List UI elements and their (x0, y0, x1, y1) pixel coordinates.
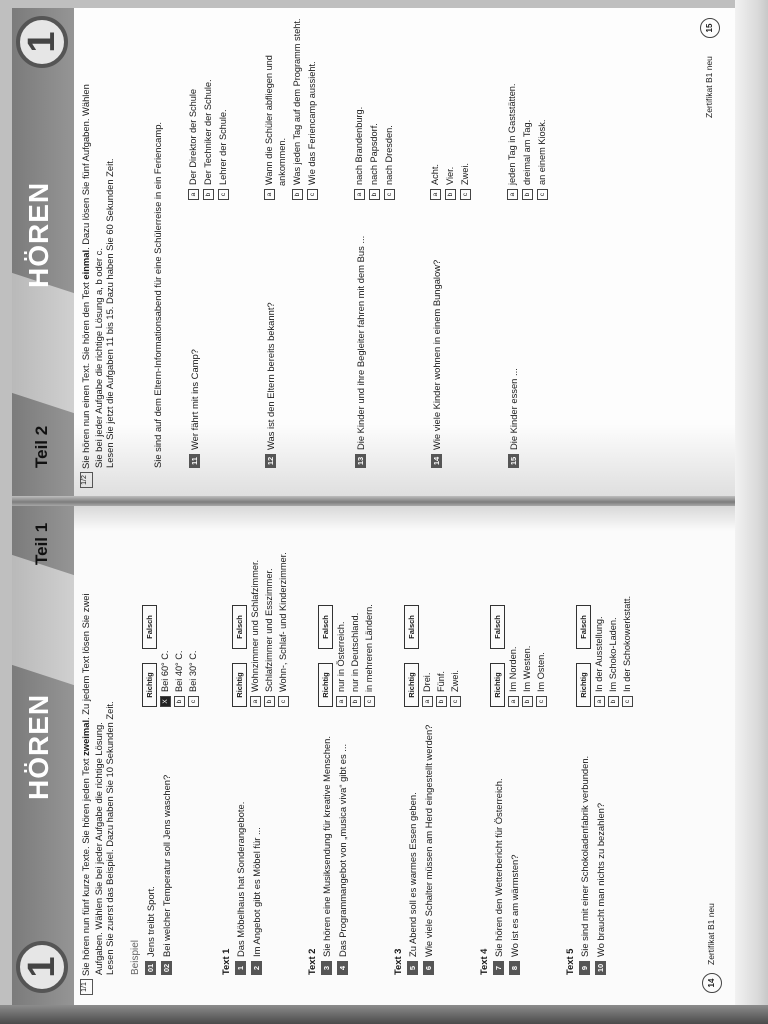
book-page-teil-1 (12, 506, 735, 1005)
question-number: 01 (145, 961, 156, 975)
footer-label: Zertifikat B1 neu (704, 56, 714, 118)
question-6 (422, 525, 434, 975)
audio-track-icon: 1/1 (80, 979, 93, 995)
option-11a[interactable]: aDer Direktor der Schule (188, 89, 199, 200)
option-6a[interactable]: aDrei. (422, 673, 433, 707)
question-10 (594, 525, 606, 975)
audio-track-icon: 1/2 (80, 472, 93, 488)
question-14 (430, 18, 442, 468)
option-4b[interactable]: bnur in Deutschland. (350, 613, 361, 707)
text-5-label: Text 5 (564, 948, 575, 975)
question-text: Sie hören den Wetterbericht für Österreich. (492, 778, 504, 957)
option-8c[interactable]: cIm Osten. (536, 652, 547, 707)
question-number: 4 (337, 961, 348, 975)
question-number: 7 (493, 961, 504, 975)
richtig-box[interactable]: Richtig (404, 663, 419, 707)
option-13c[interactable]: cnach Dresden. (384, 125, 395, 200)
question-4 (336, 525, 348, 975)
instruction-line-1-post: . Zu jedem Text lösen Sie zwei (80, 593, 91, 720)
question-text: Wer fährt mit ins Camp? (188, 349, 200, 450)
option-12a[interactable]: aWann die Schüler abfliegen und (264, 55, 275, 200)
question-3 (320, 525, 332, 975)
instruction-emphasis: einmal (80, 249, 91, 280)
richtig-falsch-3 (318, 605, 333, 707)
question-text: Sie hören eine Musiksendung für kreative Menschen. (320, 736, 332, 957)
option-2b[interactable]: bSchlafzimmer und Esszimmer. (264, 568, 275, 707)
question-number: 15 (508, 454, 519, 468)
question-number: 10 (595, 961, 606, 975)
option-8b[interactable]: bIm Westen. (522, 646, 533, 707)
falsch-box[interactable]: Falsch (576, 605, 591, 649)
option-12a-continued: ankommen. (277, 137, 287, 186)
option-15a[interactable]: ajeden Tag in Gaststätten. (507, 84, 518, 200)
question-01 (144, 525, 156, 975)
instruction-line-1-post: . Dazu lösen Sie fünf Aufgaben. Wählen (80, 84, 91, 250)
question-number: 14 (431, 454, 442, 468)
option-10b[interactable]: bIm Schoko-Laden. (608, 617, 619, 707)
falsch-box[interactable]: Falsch (142, 605, 157, 649)
option-13b[interactable]: bnach Papsdorf. (369, 123, 380, 200)
question-text: Das Programmangebot von „musica viva“ gibt es ... (336, 743, 348, 957)
option-12b[interactable]: bWas jeden Tag auf dem Programm steht. (292, 19, 303, 200)
question-number: 12 (265, 454, 276, 468)
option-02c[interactable]: cBei 30° C. (188, 651, 199, 707)
question-text: Wo ist es am wärmsten? (508, 854, 520, 957)
option-10a[interactable]: aIn der Ausstellung. (594, 616, 605, 707)
richtig-box[interactable]: Richtig (490, 663, 505, 707)
question-text: Jens treibt Sport. (144, 886, 156, 957)
option-10c[interactable]: cIn der Schokowerkstatt. (622, 596, 633, 707)
falsch-box[interactable]: Falsch (232, 605, 247, 649)
section-title: HÖREN (23, 181, 54, 288)
question-5 (406, 525, 418, 975)
question-number: 6 (423, 961, 434, 975)
teil-label: Teil 2 (32, 425, 51, 468)
question-9 (578, 525, 590, 975)
option-14c[interactable]: cZwei. (460, 163, 471, 200)
option-14a[interactable]: aAcht. (430, 164, 441, 200)
question-text: Im Angebot gibt es Möbel für ... (250, 827, 262, 957)
instruction-emphasis: zweimal (80, 719, 91, 756)
question-number: 8 (509, 961, 520, 975)
instruction-line-1-pre: Sie hören nun einen Text. Sie hören den Text (80, 279, 91, 469)
question-number: 1 (235, 961, 246, 975)
richtig-falsch-9 (576, 605, 591, 707)
header-band-highlight (12, 555, 74, 685)
page-number: 15 (700, 18, 720, 38)
book-page-teil-2 (12, 8, 735, 498)
question-text: Die Kinder essen ... (507, 368, 519, 450)
richtig-falsch-7 (490, 605, 505, 707)
option-15c[interactable]: can einem Kiosk. (537, 120, 548, 200)
text-1-label: Text 1 (220, 948, 231, 975)
section-title: HÖREN (23, 693, 54, 800)
instructions (80, 525, 116, 995)
option-11c[interactable]: cLehrer der Schule. (218, 109, 229, 200)
option-11b[interactable]: bDer Techniker der Schule. (203, 79, 214, 200)
instruction-line-3: Lesen Sie jetzt die Aufgaben 11 bis 15. Dazu haben Sie 60 Sekunden Zeit. (104, 158, 116, 468)
beispiel-label: Beispiel (130, 939, 141, 975)
question-number: 11 (189, 454, 200, 468)
option-6c[interactable]: cZwei. (450, 670, 461, 707)
question-text: Was ist den Eltern bereits bekannt? (264, 302, 276, 450)
option-12c[interactable]: cWie das Feriencamp aussieht. (307, 61, 318, 200)
question-text: Das Möbelhaus hat Sonderangebote. (234, 801, 246, 957)
question-number: 5 (407, 961, 418, 975)
question-1 (234, 525, 246, 975)
option-15b[interactable]: bdreimal am Tag. (522, 120, 533, 200)
falsch-box[interactable]: Falsch (404, 605, 419, 649)
option-2a[interactable]: aWohnzimmer und Schlafzimmer. (250, 560, 261, 707)
text-4-label: Text 4 (478, 948, 489, 975)
question-number: 2 (251, 961, 262, 975)
option-2c[interactable]: cWohn-, Schlaf- und Kinderzimmer. (278, 552, 289, 707)
text-3-label: Text 3 (392, 948, 403, 975)
question-text: Wo braucht man nichts zu bezahlen? (594, 802, 606, 957)
question-11 (188, 18, 200, 468)
question-13 (354, 18, 366, 468)
option-02b[interactable]: bBei 40° C. (174, 651, 185, 707)
richtig-falsch-01 (142, 605, 157, 707)
question-7 (492, 525, 504, 975)
question-8 (508, 525, 520, 975)
question-number: 9 (579, 961, 590, 975)
instructions (80, 18, 116, 488)
option-02a[interactable]: XBei 60° C. (160, 651, 171, 707)
question-text: Die Kinder und ihre Begleiter fahren mit dem Bus ... (354, 235, 366, 450)
option-8a[interactable]: aIm Norden. (508, 647, 519, 707)
question-text: Wie viele Schalter müssen am Herd eingestellt werden? (422, 724, 434, 957)
section-number-badge: 1 (16, 16, 68, 68)
instruction-line-2: Sie bei jeder Aufgabe die richtige Lösung a, b oder c. (93, 248, 105, 468)
richtig-box[interactable]: Richtig (318, 663, 333, 707)
question-number: 13 (355, 454, 366, 468)
background-edge (735, 0, 768, 1024)
question-number: 02 (161, 961, 172, 975)
question-text: Bei welcher Temperatur soll Jens waschen? (160, 774, 172, 957)
context-line: Sie sind auf dem Eltern-Informationsabend für eine Schülerreise in ein Feriencamp. (152, 121, 163, 468)
question-text: Zu Abend soll es warmes Essen geben. (406, 792, 418, 957)
instruction-line-3: Lesen Sie zuerst das Beispiel. Dazu haben Sie 10 Sekunden Zeit. (104, 701, 116, 975)
richtig-box[interactable]: Richtig (142, 663, 157, 707)
richtig-falsch-5 (404, 605, 419, 707)
page-number: 14 (702, 973, 722, 993)
question-text: Sie sind mit einer Schokoladenfabrik verbunden. (578, 755, 590, 957)
option-4c[interactable]: cin mehreren Ländern. (364, 604, 375, 707)
instruction-line-1-pre: Sie hören nun fünf kurze Texte. Sie hören jeden Text (80, 755, 91, 976)
teil-label: Teil 1 (32, 522, 51, 565)
falsch-box[interactable]: Falsch (318, 605, 333, 649)
richtig-box[interactable]: Richtig (232, 663, 247, 707)
richtig-box[interactable]: Richtig (576, 663, 591, 707)
option-4a[interactable]: anur in Österreich. (336, 622, 347, 707)
question-number: 3 (321, 961, 332, 975)
background-bottom (0, 1005, 768, 1024)
option-13a[interactable]: anach Brandenburg. (354, 107, 365, 200)
question-02 (160, 525, 172, 975)
option-14b[interactable]: bVier. (445, 167, 456, 200)
richtig-falsch-1 (232, 605, 247, 707)
option-6b[interactable]: bFünf. (436, 671, 447, 707)
instruction-line-2: Aufgaben. Wählen Sie bei jeder Aufgabe die richtige Lösung. (93, 722, 105, 975)
text-2-label: Text 2 (306, 948, 317, 975)
question-text: Wie viele Kinder wohnen in einem Bungalow? (430, 259, 442, 450)
falsch-box[interactable]: Falsch (490, 605, 505, 649)
footer-label: Zertifikat B1 neu (706, 903, 716, 965)
section-number-badge: 1 (16, 941, 68, 993)
header-band-highlight (12, 273, 74, 413)
